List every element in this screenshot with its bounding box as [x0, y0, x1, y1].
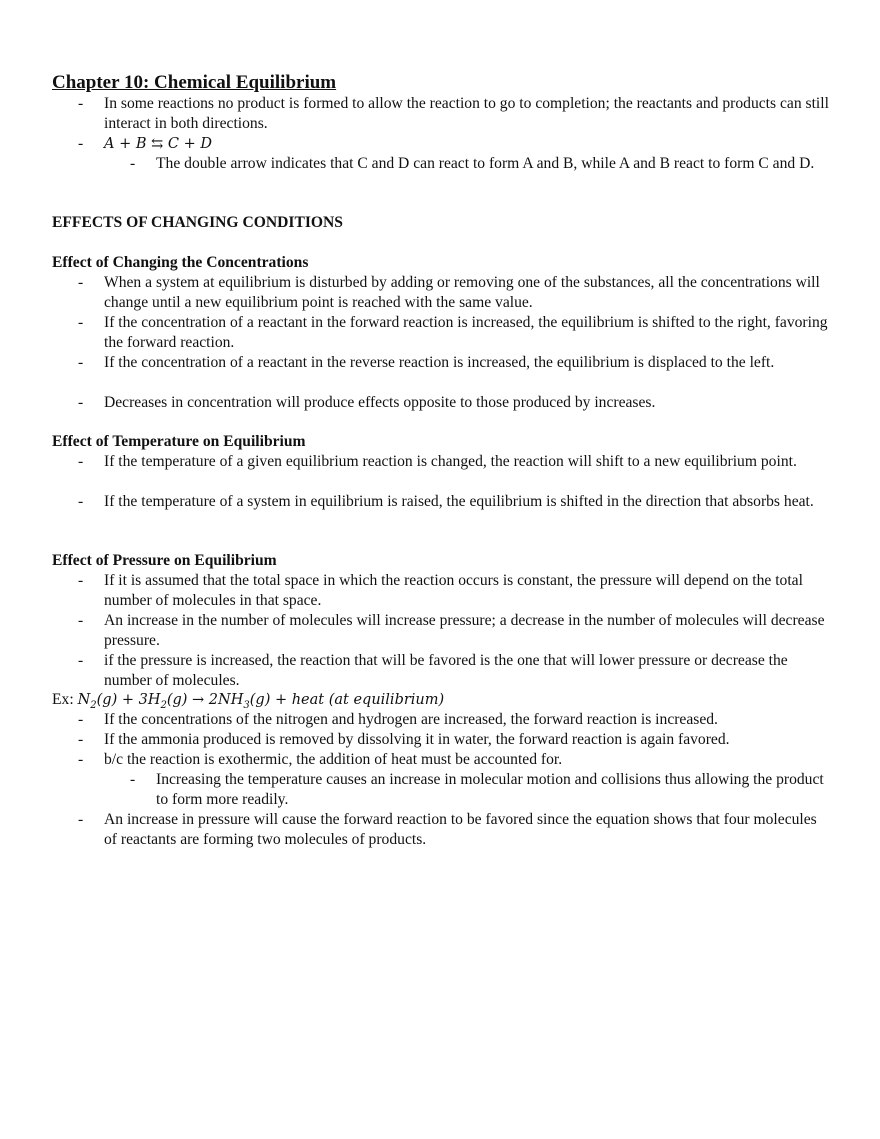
list-item	[78, 651, 832, 691]
bullet-dash: -	[78, 314, 84, 331]
list-item-text: If the concentration of a reactant in the reverse reaction is increased, the equilibrium is displaced to the left.	[104, 354, 775, 371]
bullet-dash: -	[78, 493, 84, 510]
list-item-text: An increase in the number of molecules will increase pressure; a decrease in the number of molecules will decrease pressure.	[104, 612, 825, 649]
double-arrow-explanation: The double arrow indicates that C and D can react to form A and B, while A and B react to form C and D.	[156, 155, 815, 172]
list-item-text: b/c the reaction is exothermic, the addition of heat must be accounted for.	[104, 751, 563, 768]
list-item	[78, 353, 832, 373]
list-item	[78, 492, 832, 512]
equation-sub-bullet	[130, 154, 832, 174]
bullet-dash: -	[78, 95, 84, 112]
list-item	[78, 611, 832, 651]
list-item-text: An increase in pressure will cause the forward reaction to be favored since the equation shows that four molecules of reactants are forming two molecules of products.	[104, 811, 817, 848]
list-item-text: if the pressure is increased, the reaction that will be favored is the one that will lower pressure or decrease the number of molecules.	[104, 652, 788, 689]
bullet-dash: -	[78, 135, 84, 152]
bullet-dash: -	[78, 274, 84, 291]
list-item	[78, 750, 832, 770]
intro-text: In some reactions no product is formed to allow the reaction to go to completion; the reactants and products can still interact in both directions.	[104, 95, 829, 132]
bullet-dash: -	[78, 572, 84, 589]
list-item	[78, 730, 832, 750]
list-item	[78, 393, 832, 413]
bullet-dash: -	[78, 612, 84, 629]
list-item-text: When a system at equilibrium is disturbed by adding or removing one of the substances, all the concentrations will change until a new equilibrium point is reached with the same value.	[104, 274, 820, 311]
equilibrium-equation: A + B ⇆ C + D	[104, 136, 212, 152]
equation-bullet	[78, 134, 832, 154]
bullet-dash: -	[130, 155, 136, 172]
pressure-heading: Effect of Pressure on Equilibrium	[52, 552, 277, 569]
bullet-dash: -	[78, 751, 84, 768]
list-item	[78, 810, 832, 850]
list-item-text: If it is assumed that the total space in which the reaction occurs is constant, the pressure will depend on the total number of molecules in that space.	[104, 572, 803, 609]
concentration-heading: Effect of Changing the Concentrations	[52, 254, 309, 271]
bullet-dash: -	[78, 811, 84, 828]
list-item	[78, 710, 832, 730]
list-item	[78, 571, 832, 611]
bullet-dash: -	[78, 652, 84, 669]
section-heading: EFFECTS OF CHANGING CONDITIONS	[52, 214, 343, 231]
bullet-dash: -	[78, 394, 84, 411]
example-prefix: Ex:	[52, 691, 74, 708]
list-item-text: If the temperature of a system in equilibrium is raised, the equilibrium is shifted in the direction that absorbs heat.	[104, 493, 814, 510]
bullet-dash: -	[78, 453, 84, 470]
intro-bullet	[78, 94, 832, 134]
sub-list-item	[130, 770, 832, 810]
list-item-text: If the concentration of a reactant in the forward reaction is increased, the equilibrium is shifted to the right, favoring the forward reaction.	[104, 314, 828, 351]
list-item	[78, 273, 832, 313]
sub-list-item-text: Increasing the temperature causes an increase in molecular motion and collisions thus allowing the product to form more readily.	[156, 771, 824, 808]
list-item-text: If the concentrations of the nitrogen and hydrogen are increased, the forward reaction is increased.	[104, 711, 718, 728]
list-item	[78, 313, 832, 353]
bullet-dash: -	[130, 771, 136, 788]
page-title: Chapter 10: Chemical Equilibrium	[52, 72, 337, 93]
bullet-dash: -	[78, 354, 84, 371]
bullet-dash: -	[78, 731, 84, 748]
temperature-heading: Effect of Temperature on Equilibrium	[52, 433, 306, 450]
list-item-text: Decreases in concentration will produce effects opposite to those produced by increases.	[104, 394, 656, 411]
list-item-text: If the temperature of a given equilibrium reaction is changed, the reaction will shift to a new equilibrium point.	[104, 453, 797, 470]
bullet-dash: -	[78, 711, 84, 728]
list-item-text: If the ammonia produced is removed by dissolving it in water, the forward reaction is again favored.	[104, 731, 730, 748]
list-item	[78, 452, 832, 472]
ammonia-equation: $N_2(g) + 3H_2(g) \to 2NH_3(g)$ + heat (at equilibrium)	[77, 692, 445, 711]
